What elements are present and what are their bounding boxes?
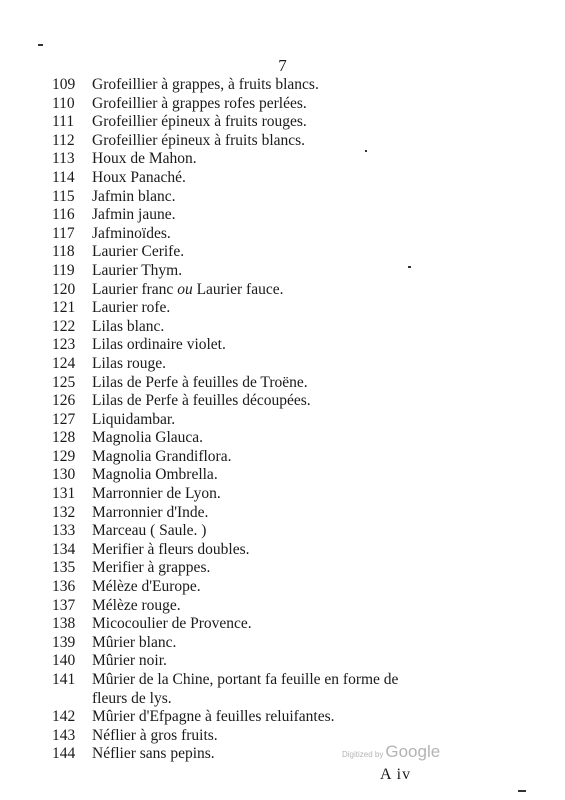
entry-number: 126 bbox=[52, 392, 76, 410]
entry-number: 144 bbox=[52, 745, 76, 763]
entry-text: Jafmin jaune. bbox=[92, 206, 176, 224]
entry-text: Marceau ( Saule. ) bbox=[92, 522, 207, 540]
entry-text: Merifier à fleurs doubles. bbox=[92, 540, 250, 558]
entry-text: Laurier rofe. bbox=[92, 299, 171, 317]
entry-number: 125 bbox=[52, 373, 76, 391]
entry-number: 136 bbox=[52, 578, 76, 596]
entry-text: Lilas de Perfe à feuilles de Troëne. bbox=[92, 373, 308, 391]
entry-number: 112 bbox=[52, 131, 75, 149]
entry-number: 132 bbox=[52, 503, 76, 521]
entry-number: 115 bbox=[52, 187, 75, 205]
list-item bbox=[52, 336, 512, 355]
entry-number: 114 bbox=[52, 168, 75, 186]
entry-text: Lilas rouge. bbox=[92, 354, 167, 372]
entry-number: 128 bbox=[52, 429, 76, 447]
list-item bbox=[52, 95, 512, 114]
entry-text bbox=[92, 281, 512, 300]
entry-text: Houx de Mahon. bbox=[92, 150, 197, 168]
entry-number: 120 bbox=[52, 280, 76, 298]
entry-number: 133 bbox=[52, 522, 76, 540]
list-item bbox=[52, 281, 512, 300]
list-item bbox=[52, 727, 512, 746]
list-item bbox=[52, 169, 512, 188]
entry-text: Néflier sans pepins. bbox=[92, 745, 215, 763]
entry-text: Marronnier de Lyon. bbox=[92, 485, 221, 503]
list-item bbox=[52, 578, 512, 597]
entry-text: Grofeillier épineux à fruits blancs. bbox=[92, 131, 306, 149]
entry-text: Magnolia Grandiflora. bbox=[92, 447, 232, 465]
entry-text: Magnolia Glauca. bbox=[92, 429, 204, 447]
list-item bbox=[52, 541, 512, 560]
entry-text: Mûrier de la Chine, portant fa feuille en forme de bbox=[92, 671, 399, 688]
list-item bbox=[52, 504, 512, 523]
list-item bbox=[52, 466, 512, 485]
list-item bbox=[52, 392, 512, 411]
entry-text: Lilas ordinaire violet. bbox=[92, 336, 226, 354]
entry-text: Jafmin blanc. bbox=[92, 187, 176, 205]
entry-text: Jafminoïdes. bbox=[92, 224, 171, 242]
list-item-continuation bbox=[52, 690, 512, 709]
list-item bbox=[52, 411, 512, 430]
catalog-list bbox=[52, 76, 512, 764]
entry-number: 119 bbox=[52, 261, 75, 279]
list-item bbox=[52, 262, 512, 281]
list-item bbox=[52, 448, 512, 467]
entry-number: 121 bbox=[52, 299, 76, 317]
entry-number: 110 bbox=[52, 94, 75, 112]
list-item bbox=[52, 522, 512, 541]
entry-text: Grofeillier épineux à fruits rouges. bbox=[92, 113, 307, 131]
list-item bbox=[52, 355, 512, 374]
entry-text: fleurs de lys. bbox=[92, 689, 172, 707]
entry-text: Lilas blanc. bbox=[92, 317, 165, 335]
entry-number: 134 bbox=[52, 540, 76, 558]
list-item bbox=[52, 485, 512, 504]
ink-mark bbox=[365, 150, 367, 152]
list-item bbox=[52, 318, 512, 337]
entry-text: Liquidambar. bbox=[92, 410, 176, 428]
entry-number: 127 bbox=[52, 410, 76, 428]
entry-number: 138 bbox=[52, 615, 76, 633]
entry-number: 124 bbox=[52, 354, 76, 372]
entry-number: 117 bbox=[52, 224, 75, 242]
entry-number: 111 bbox=[52, 113, 75, 131]
entry-number: 116 bbox=[52, 206, 75, 224]
entry-number: 122 bbox=[52, 317, 76, 335]
list-item bbox=[52, 671, 512, 690]
page-number: 7 bbox=[278, 56, 287, 75]
entry-number: 123 bbox=[52, 336, 76, 354]
entry-text: Grofeillier à grappes rofes perlées. bbox=[92, 94, 307, 112]
entry-text: Magnolia Ombrella. bbox=[92, 466, 218, 484]
ink-mark bbox=[518, 790, 526, 792]
entry-text: Merifier à grappes. bbox=[92, 559, 211, 577]
entry-text: Mélèze d'Europe. bbox=[92, 578, 201, 596]
list-item bbox=[52, 634, 512, 653]
watermark-brand: Google bbox=[385, 742, 441, 761]
list-item bbox=[52, 708, 512, 727]
list-item bbox=[52, 76, 512, 95]
italic-conjunction: ou bbox=[177, 280, 193, 298]
entry-number: 143 bbox=[52, 726, 76, 744]
list-item bbox=[52, 132, 512, 151]
entry-number: 113 bbox=[52, 150, 75, 168]
list-item bbox=[52, 745, 512, 764]
entry-number: 109 bbox=[52, 76, 76, 93]
entry-number: 135 bbox=[52, 559, 76, 577]
entry-number: 142 bbox=[52, 708, 76, 726]
entry-text: Laurier Cerife. bbox=[92, 243, 185, 261]
entry-number: 131 bbox=[52, 485, 76, 503]
list-item bbox=[52, 113, 512, 132]
list-item bbox=[52, 597, 512, 616]
watermark-prefix: Digitized by bbox=[342, 750, 384, 759]
entry-text: Mélèze rouge. bbox=[92, 596, 181, 614]
list-item bbox=[52, 429, 512, 448]
entry-text-part: Laurier franc bbox=[92, 280, 174, 298]
entry-text: Mûrier d'Efpagne à feuilles reluifantes. bbox=[92, 708, 335, 726]
entry-text: Mûrier blanc. bbox=[92, 633, 177, 651]
list-item bbox=[52, 615, 512, 634]
entry-number: 118 bbox=[52, 243, 75, 261]
entry-number: 140 bbox=[52, 652, 76, 670]
entry-text: Marronnier d'Inde. bbox=[92, 503, 209, 521]
list-item bbox=[52, 150, 512, 169]
entry-text-part: Laurier fauce. bbox=[196, 280, 284, 298]
list-item bbox=[52, 299, 512, 318]
entry-text: Grofeillier à grappes, à fruits blancs. bbox=[92, 76, 319, 93]
entry-text: Laurier Thym. bbox=[92, 261, 183, 279]
list-item bbox=[52, 225, 512, 244]
ink-mark bbox=[408, 266, 411, 268]
entry-text: Mûrier noir. bbox=[92, 652, 167, 670]
list-item bbox=[52, 243, 512, 262]
entry-text: Micocoulier de Provence. bbox=[92, 615, 252, 633]
list-item bbox=[52, 374, 512, 393]
entry-text: Lilas de Perfe à feuilles découpées. bbox=[92, 392, 311, 410]
list-item bbox=[52, 206, 512, 225]
entry-text: Houx Panaché. bbox=[92, 168, 186, 186]
list-item bbox=[52, 652, 512, 671]
entry-number: 137 bbox=[52, 596, 76, 614]
signature-mark: A iv bbox=[380, 766, 412, 783]
entry-number: 129 bbox=[52, 447, 76, 465]
entry-number: 130 bbox=[52, 466, 76, 484]
entry-text: Néflier à gros fruits. bbox=[92, 726, 218, 744]
entry-number: 139 bbox=[52, 633, 76, 651]
entry-number: 141 bbox=[52, 671, 76, 688]
list-item bbox=[52, 188, 512, 207]
list-item bbox=[52, 559, 512, 578]
google-watermark bbox=[342, 742, 440, 762]
ink-mark bbox=[38, 44, 43, 46]
